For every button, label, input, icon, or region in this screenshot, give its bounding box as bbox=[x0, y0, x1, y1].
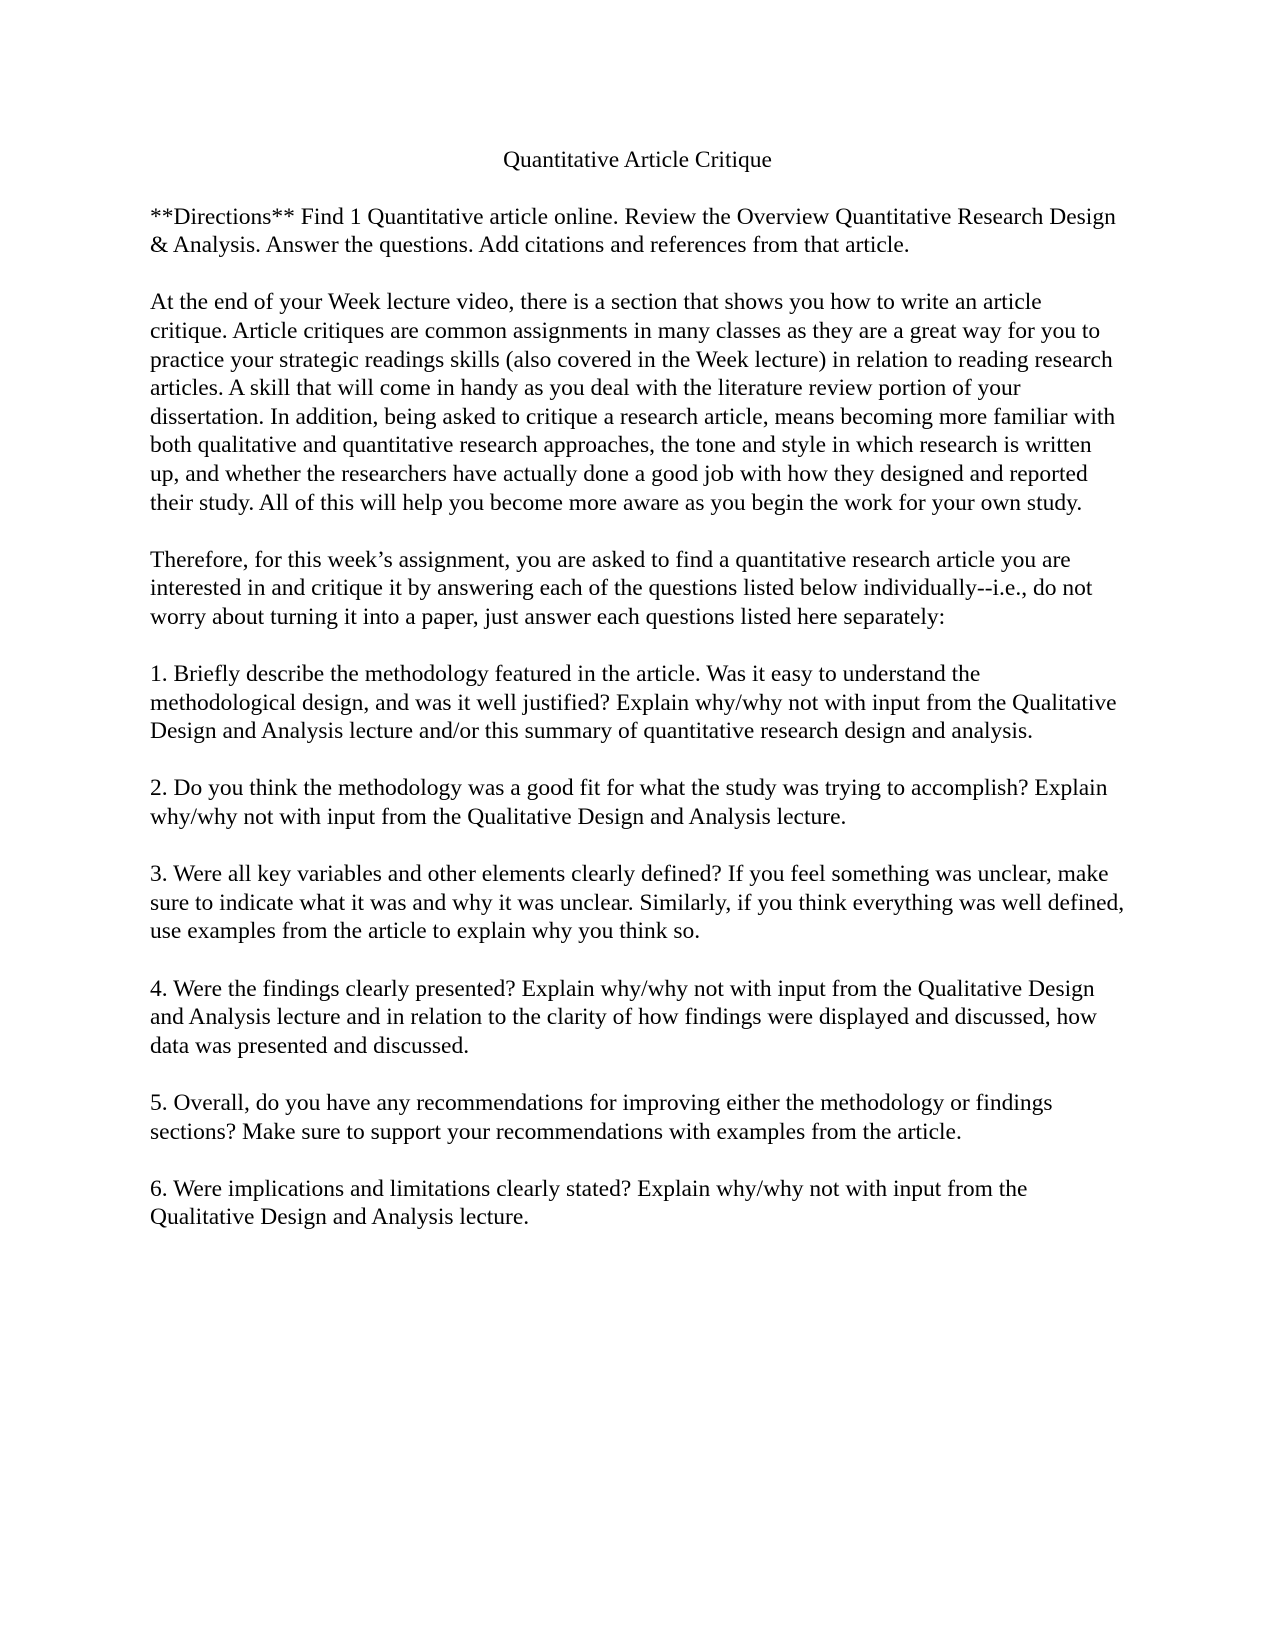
question-4: 4. Were the findings clearly presented? Explain why/why not with input from the Qualitative Design and Analysis lecture and in relation to the clarity of how findings were displayed and discussed, how data was presented and discussed. bbox=[150, 975, 1097, 1059]
question-5: 5. Overall, do you have any recommendations for improving either the methodology or findings sections? Make sure to support your recommendations with examples from the article. bbox=[150, 1090, 1053, 1145]
directions-paragraph: **Directions** Find 1 Quantitative article online. Review the Overview Quantitative Research Design & Analysis. Answer the questions. Add citations and references from that article. bbox=[150, 203, 1116, 259]
document-body bbox=[150, 146, 1125, 1261]
document-title: Quantitative Article Critique bbox=[503, 147, 772, 173]
question-1: 1. Briefly describe the methodology featured in the article. Was it easy to understand the methodological design, and was it well justified? Explain why/why not with input from the Qualitative Design and Analysis lecture and/or this summary of quantitative research design and analysis. bbox=[150, 661, 1117, 745]
intro-paragraph: At the end of your Week lecture video, there is a section that shows you how to write an article critique. Article critiques are common assignments in many classes as they are a great way for you to practice your strategic readings skills (also covered in the Week lecture) in relation to reading research articles. A skill that will come in handy as you deal with the literature review portion of your dissertation. In addition, being asked to critique a research article, means becoming more familiar with both qualitative and quantitative research approaches, the tone and style in which research is written up, and whether the researchers have actually done a good job with how they designed and reported their study. All of this will help you become more aware as you begin the work for your own study. bbox=[150, 289, 1116, 516]
question-2: 2. Do you think the methodology was a good fit for what the study was trying to accomplish? Explain why/why not with input from the Qualitative Design and Analysis lecture. bbox=[150, 775, 1108, 831]
assignment-paragraph: Therefore, for this week’s assignment, you are asked to find a quantitative research article you are interested in and critique it by answering each of the questions listed below individually--i.e., do not worry about turning it into a paper, just answer each questions listed here separately: bbox=[150, 546, 1093, 630]
question-6: 6. Were implications and limitations clearly stated? Explain why/why not with input from the Qualitative Design and Analysis lecture. bbox=[150, 1175, 1028, 1231]
question-3: 3. Were all key variables and other elements clearly defined? If you feel something was unclear, make sure to indicate what it was and why it was unclear. Similarly, if you think everything was well defined, use examples from the article to explain why you think so. bbox=[150, 861, 1125, 945]
